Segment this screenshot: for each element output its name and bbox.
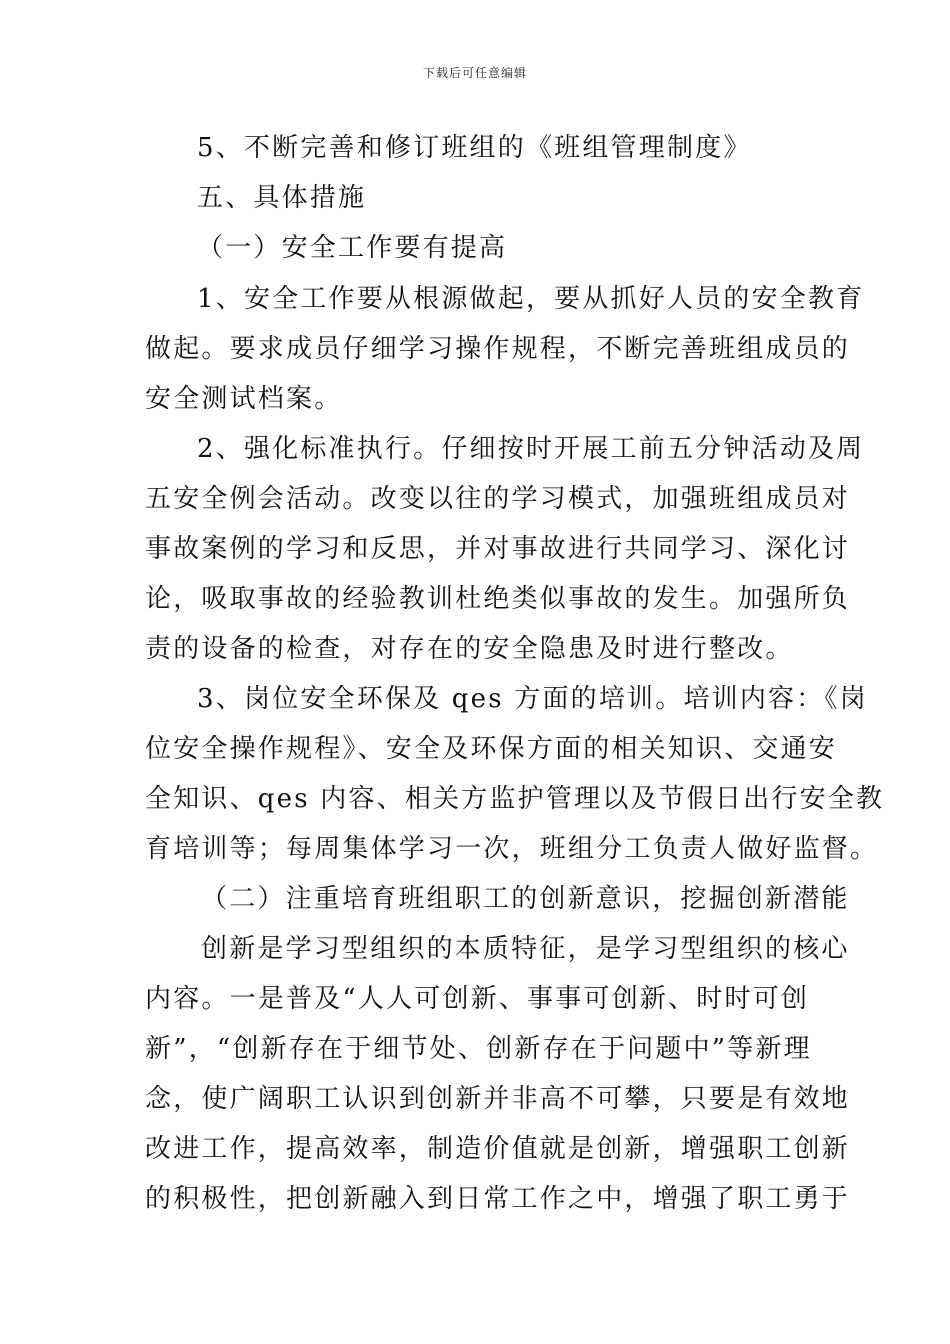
text-line: 论，吸取事故的经验教训杜绝类似事故的发生。加强所负 <box>145 584 851 614</box>
text-line: 责的设备的检查，对存在的安全隐患及时进行整改。 <box>145 634 794 664</box>
text-line: 创新是学习型组织的本质特征，是学习型组织的核心 <box>201 934 850 964</box>
text-line: 事故案例的学习和反思，并对事故进行共同学习、深化讨 <box>145 534 851 564</box>
section-heading: 五、具体措施 <box>197 183 367 213</box>
page-header: 下载后可任意编辑 <box>422 66 527 80</box>
text-line: 2、强化标准执行。仔细按时开展工前五分钟活动及周 <box>197 434 865 464</box>
text-line: 念，使广阔职工认识到创新并非高不可攀，只要是有效地 <box>145 1084 851 1114</box>
text-line: 内容。一是普及“人人可创新、事事可创新、时时可创 <box>145 984 810 1014</box>
text-line: 1、安全工作要从根源做起，要从抓好人员的安全教育 <box>197 284 865 314</box>
text-line: 育培训等；每周集体学习一次，班组分工负责人做好监督。 <box>145 834 879 864</box>
subsection-heading: （一）安全工作要有提高 <box>197 233 508 263</box>
subsection-heading: （二）注重培育班组职工的创新意识，挖掘创新潜能 <box>201 884 850 914</box>
text-line: 5、不断完善和修订班组的《班组管理制度》 <box>197 133 752 163</box>
text-line: 的积极性，把创新融入到日常工作之中，增强了职工勇于 <box>145 1184 851 1214</box>
text-line: 全知识、qes 内容、相关方监护管理以及节假日出行安全教 <box>145 784 885 814</box>
text-line: 改进工作，提高效率，制造价值就是创新，增强职工创新 <box>145 1134 851 1164</box>
text-line: 新”，“创新存在于细节处、创新存在于问题中”等新理 <box>145 1034 812 1064</box>
text-line: 3、岗位安全环保及 qes 方面的培训。培训内容：《岗 <box>197 684 868 714</box>
text-line: 五安全例会活动。改变以往的学习模式，加强班组成员对 <box>145 484 851 514</box>
text-line: 做起。要求成员仔细学习操作规程，不断完善班组成员的 <box>145 334 851 364</box>
text-line: 安全测试档案。 <box>145 384 343 414</box>
text-line: 位安全操作规程》、安全及环保方面的相关知识、交通安 <box>145 734 838 764</box>
